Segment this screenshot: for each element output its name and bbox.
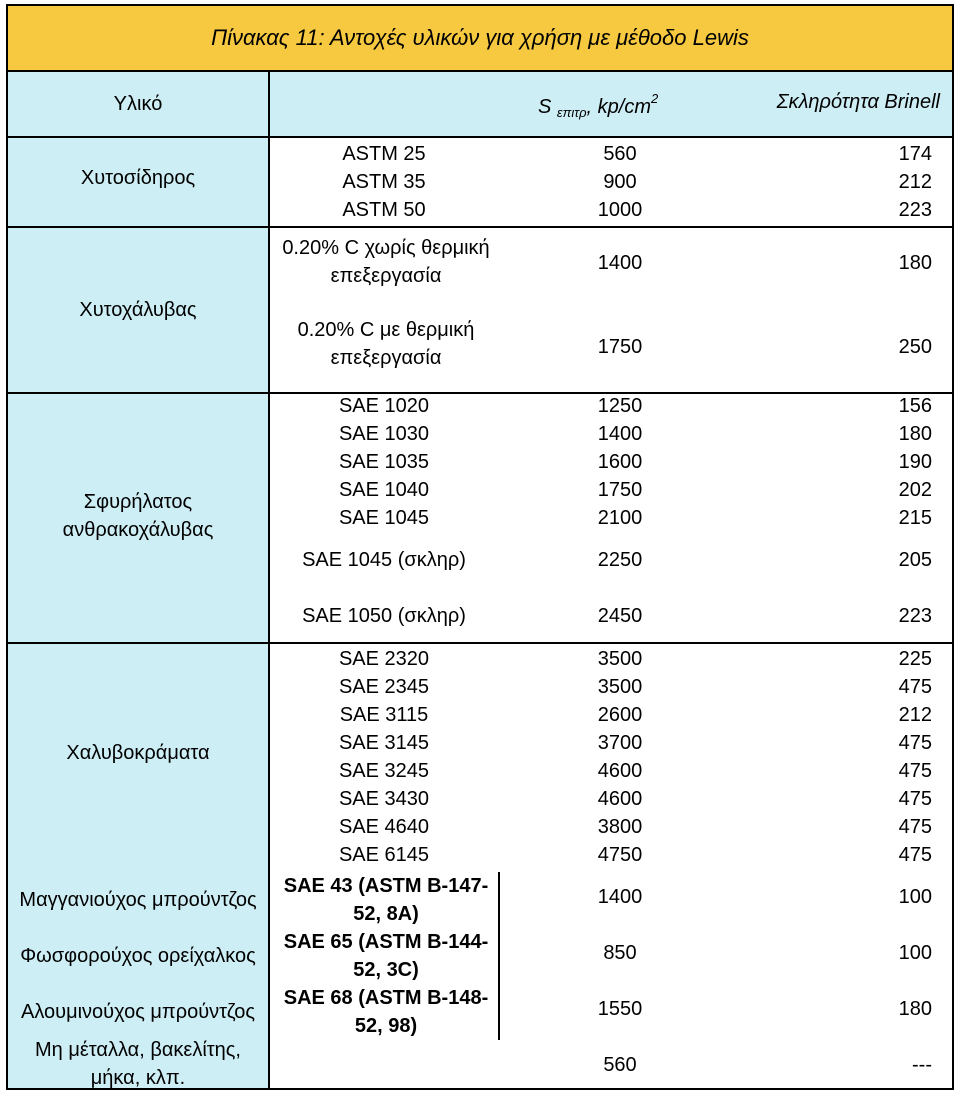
group-cast-iron (8, 138, 952, 228)
row-hardness: 475 (898, 676, 932, 698)
group-alloy-steel (8, 644, 952, 874)
material-cell: Χαλυβοκράματα (8, 644, 270, 874)
row-stress: 3500 (597, 648, 643, 670)
table-title: Πίνακας 11: Αντοχές υλικών για χρήση με μέθοδο Lewis (8, 6, 952, 72)
row-stress: 850 (603, 942, 637, 964)
row-stress: 1250 (597, 395, 643, 417)
row-stress: 4600 (597, 760, 643, 782)
row-hardness: 190 (898, 451, 932, 473)
row-name: SAE 3145 (338, 732, 430, 754)
row-name: ASTM 50 (342, 199, 426, 221)
group-forged-steel (8, 394, 952, 644)
strength-table (6, 4, 954, 1090)
row-stress: 1750 (597, 479, 643, 501)
row-stress: 2450 (597, 605, 643, 627)
row-hardness: 475 (898, 760, 932, 782)
row-stress: 4600 (597, 788, 643, 810)
row-stress: 1550 (597, 998, 643, 1020)
row-name: SAE 6145 (338, 844, 430, 866)
row-stress: 1750 (597, 336, 643, 358)
row-hardness: 100 (898, 942, 932, 964)
row-hardness: 223 (898, 199, 932, 221)
header-stress: S $_{\varepsilon\pi\iota\tau\rho}$, $kp/cm^2$ (538, 91, 659, 120)
material-cell: Μη μέταλλα, βακελίτης, μήκα, κλπ. (8, 1040, 270, 1088)
row-name: SAE 1040 (338, 479, 430, 501)
row-name: SAE 68 (ASTM B-148- 52, 98) (283, 987, 489, 1037)
material-cell: Μαγγανιούχος μπρούντζος (8, 872, 270, 928)
row-name: SAE 1020 (338, 395, 430, 417)
row-hardness: 156 (898, 395, 932, 417)
row-hardness: 202 (898, 479, 932, 501)
material-cell: Φωσφορούχος ορείχαλκος (8, 928, 270, 984)
row-hardness: 212 (898, 704, 932, 726)
row-name: ASTM 35 (342, 171, 426, 193)
row-name: SAE 1030 (338, 423, 430, 445)
row-name: SAE 1045 (σκληρ) (302, 549, 466, 571)
column-divider (498, 872, 500, 1040)
row-name: SAE 2320 (338, 648, 430, 670)
row-name: 0.20% C χωρίς θερμική επεξεργασία (282, 237, 490, 287)
row-hardness: 475 (898, 788, 932, 810)
header-material: Υλικό (8, 72, 270, 136)
row-stress: 2250 (597, 549, 643, 571)
row-hardness: --- (912, 1054, 932, 1076)
row-stress: 1400 (597, 423, 643, 445)
row-hardness: 180 (898, 423, 932, 445)
row-hardness: 250 (898, 336, 932, 358)
row-stress: 560 (603, 143, 637, 165)
material-cell: Αλουμινούχος μπρούντζος (8, 984, 270, 1040)
row-stress: 900 (603, 171, 637, 193)
row-stress: 1600 (597, 451, 643, 473)
row-stress: 2100 (597, 507, 643, 529)
row-name: SAE 65 (ASTM B-144- 52, 3C) (283, 931, 489, 981)
row-name: 0.20% C με θερμική επεξεργασία (297, 319, 475, 369)
row-hardness: 212 (898, 171, 932, 193)
row-hardness: 215 (898, 507, 932, 529)
row-name: SAE 1045 (338, 507, 430, 529)
material-cell: Χυτοσίδηρος (8, 138, 270, 226)
header-hardness: Σκληρότητα Brinell (776, 91, 940, 113)
row-name: SAE 3115 (339, 704, 429, 726)
row-hardness: 475 (898, 844, 932, 866)
row-stress: 2600 (597, 704, 643, 726)
row-stress: 4750 (597, 844, 643, 866)
row-stress: 1400 (597, 886, 643, 908)
row-stress: 3500 (597, 676, 643, 698)
row-name: SAE 4640 (338, 816, 430, 838)
row-hardness: 223 (898, 605, 932, 627)
row-name: SAE 1050 (σκληρ) (302, 605, 466, 627)
row-name: SAE 2345 (338, 676, 430, 698)
row-hardness: 180 (898, 252, 932, 274)
row-hardness: 475 (898, 732, 932, 754)
row-name: SAE 3430 (338, 788, 430, 810)
material-cell: Σφυρήλατος ανθρακοχάλυβας (8, 394, 270, 642)
row-hardness: 180 (898, 998, 932, 1020)
row-stress: 560 (603, 1054, 637, 1076)
row-hardness: 475 (898, 816, 932, 838)
row-hardness: 205 (898, 549, 932, 571)
row-hardness: 174 (898, 143, 932, 165)
row-stress: 1400 (597, 252, 643, 274)
row-stress: 3700 (597, 732, 643, 754)
row-hardness: 225 (898, 648, 932, 670)
row-stress: 3800 (597, 816, 643, 838)
row-name: SAE 43 (ASTM B-147- 52, 8A) (283, 875, 489, 925)
row-hardness: 100 (898, 886, 932, 908)
row-name: SAE 1035 (338, 451, 430, 473)
row-name: ASTM 25 (342, 143, 426, 165)
row-name: SAE 3245 (338, 760, 430, 782)
row-stress: 1000 (597, 199, 643, 221)
group-cast-steel (8, 228, 952, 394)
material-cell: Χυτοχάλυβας (8, 228, 270, 392)
header-row (8, 72, 952, 138)
